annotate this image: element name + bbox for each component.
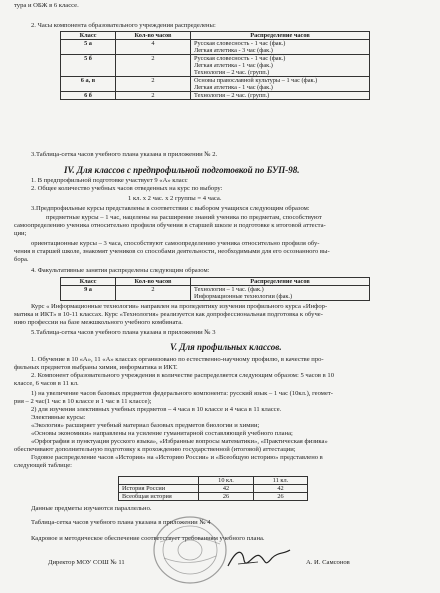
text-line: тура и ОБЖ в 6 классе. <box>14 2 79 9</box>
table-row <box>119 485 308 493</box>
class-cell: 9 а <box>61 286 116 301</box>
table-row <box>61 40 370 55</box>
distribution-line: Информационные технологии (фак.) <box>194 293 293 300</box>
text-line: 3.Предпрофильные курсы представлены в соответствии с выбором учащихся следующим образом: <box>31 205 310 212</box>
column-header <box>119 477 199 485</box>
distribution-cell <box>191 40 370 55</box>
distribution-line: Русская словесность - 1 час (фак.) <box>194 40 286 47</box>
text-line: обеспечивают дополнительную подготовку к прохождению государственной (итоговой) аттестации; <box>14 446 296 453</box>
history-hours-table <box>118 476 308 501</box>
text-line: Элективные курсы: <box>31 414 86 421</box>
distribution-line: Русская словесность - 1 час (фак.) <box>194 55 286 62</box>
text-line: 3.Таблица-сетка часов учебного плана указана в приложении № 2. <box>31 151 218 158</box>
hours-cell: 2 <box>116 77 191 92</box>
text-line: ции; <box>14 230 27 237</box>
hours-cell: 42 <box>199 485 254 493</box>
director-label: Директор МОУ СОШ № 11 <box>48 559 125 566</box>
class-cell: 6 а, в <box>61 77 116 92</box>
hours-cell: 42 <box>254 485 308 493</box>
text-line: 2. Компонент образовательного учреждения в количестве распределяется следующим образом: 5 часов в 10 <box>31 372 334 379</box>
section-heading: V. Для профильных классов. <box>170 342 282 352</box>
subject-cell: Всеобщая история <box>119 493 199 501</box>
distribution-line: Технология – 1 час. (фак.) <box>194 286 264 293</box>
distribution-line: Легкая атлетика - 3 час (фак.) <box>194 47 273 54</box>
distribution-line: Легкая атлетика - 1 час (фак.) <box>194 62 273 69</box>
text-line: следующей таблице: <box>14 462 73 469</box>
text-line: 2. Часы компонента образовательного учреждения распределены: <box>31 22 216 29</box>
electives-table <box>60 277 370 301</box>
text-line: самоопределению ученика относительно профиля обучения в старшей школе и подготовке к итоговой аттеста- <box>14 222 326 229</box>
hours-cell: 4 <box>116 40 191 55</box>
director-name: А. И. Самсонов <box>306 559 350 566</box>
hours-cell: 2 <box>116 286 191 301</box>
text-line: 1 кл. х 2 час. х 2 группы = 4 часа. <box>128 195 222 202</box>
class-cell: 5 а <box>61 40 116 55</box>
hours-cell: 2 <box>116 55 191 77</box>
column-header: Распределение часов <box>191 32 370 40</box>
text-line: матика и ИКТ» в 10-11 классах. Курс «Технология» реализуется как допрофессиональная подготовка к обуче- <box>14 311 323 318</box>
text-line: 1) на увеличение часов базовых предметов федерального компонента: русский язык – 1 час (10кл.), геомет- <box>31 390 333 397</box>
text-line: Таблица-сетка часов учебного плана указана в приложении № 4 <box>31 519 211 526</box>
column-header: Класс <box>61 278 116 286</box>
text-line: Кадровое и методическое обеспечение соответствует требованиям учебного плана. <box>31 535 265 542</box>
section-heading: IV. Для классов с предпрофильной подготовкой по БУП-98. <box>64 165 300 175</box>
class-cell: 6 б <box>61 92 116 100</box>
hours-cell: 26 <box>254 493 308 501</box>
text-line: бора. <box>14 256 29 263</box>
table-row <box>119 493 308 501</box>
distribution-line: Технология – 2 час. (групп.) <box>194 92 270 99</box>
distribution-line: Основы православной культуры – 1 час (фак.) <box>194 77 318 84</box>
table-row <box>61 55 370 77</box>
class-cell: 5 б <box>61 55 116 77</box>
hours-cell: 26 <box>199 493 254 501</box>
text-line: чения в старшей школе, знакомят учеников со способами деятельности, необходимыми для его осознанного вы- <box>14 248 330 255</box>
text-line: 1. Обучение в 10 «А», 11 «А» классах организовано по естественно-научному профилю, в качестве про- <box>31 356 324 363</box>
table-row <box>61 92 370 100</box>
hours-distribution-table <box>60 31 370 100</box>
text-line: предметные курсы – 1 час, нацелены на расширение знаний ученика по предметам, способствуют <box>46 214 322 221</box>
text-line: рия – 2 час(1 час в 10 классе и 1 час в 11 классе); <box>14 398 152 405</box>
text-line: «Основы экономики» направлены на усиление гуманитарной составляющей учебного плана; <box>31 430 293 437</box>
text-line: 2) для изучения элективных учебных предметов – 4 часа в 10 классе и 4 часа в 11 классе. <box>31 406 282 413</box>
text-line: Годовое распределение часов «История» на «Историю России» и «Всеобщую историю» представлено в <box>31 454 323 461</box>
column-header: 10 кл. <box>199 477 254 485</box>
column-header: 11 кл. <box>254 477 308 485</box>
text-line: «Экология» расширяет учебный материал базовых предметов биологии и химии; <box>31 422 260 429</box>
text-line: 4. Факультативные занятия распределены следующим образом: <box>31 267 210 274</box>
text-line: «Орфография и пунктуация русского языка», «Избранные вопросы математики», «Практическая физика» <box>31 438 328 445</box>
text-line: Данные предметы изучаются параллельно. <box>31 505 152 512</box>
distribution-cell <box>191 55 370 77</box>
distribution-line: Легкая атлетика - 1 час (фак.) <box>194 84 273 91</box>
table-row <box>61 286 370 301</box>
table-row <box>61 77 370 92</box>
hours-cell: 2 <box>116 92 191 100</box>
column-header: Кол-во часов <box>116 32 191 40</box>
column-header: Кол-во часов <box>116 278 191 286</box>
text-line: ориентационные курсы – 3 часа, способствуют самоопределению ученика относительно профиля обу- <box>31 240 320 247</box>
column-header: Распределение часов <box>191 278 370 286</box>
director-signature <box>224 544 294 574</box>
text-line: 1. В предпрофильной подготовке участвует 9 «А» класс <box>31 177 188 184</box>
distribution-line: Технология – 2 час. (групп.) <box>194 69 270 76</box>
school-stamp <box>150 512 230 587</box>
subject-cell: История России <box>119 485 199 493</box>
distribution-cell <box>191 92 370 100</box>
text-line: нию профессии на базе межшкольного учебного комбината. <box>14 319 183 326</box>
text-line: 5.Таблица-сетка часов учебного плана указана в приложении № 3 <box>31 329 216 336</box>
text-line: классе, 6 часов в 11 кл. <box>14 380 79 387</box>
text-line: Курс « Информационные технологии» направлен на пропедевтику изучения профильного курса «Инфор- <box>31 303 328 310</box>
column-header: Класс <box>61 32 116 40</box>
distribution-cell <box>191 286 370 301</box>
text-line: фильных предметов выбраны химия, информатика и ИКТ. <box>14 364 178 371</box>
text-line: 2. Общее количество учебных часов отведенных на курс по выбору: <box>31 185 223 192</box>
distribution-cell <box>191 77 370 92</box>
